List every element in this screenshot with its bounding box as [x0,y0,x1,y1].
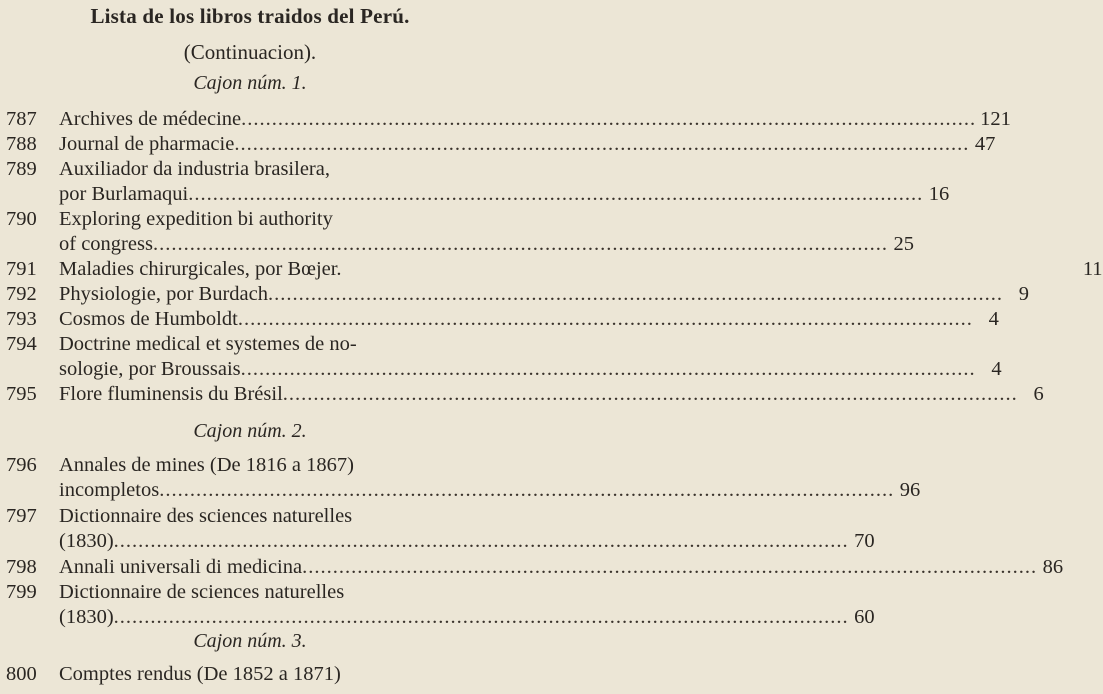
list-item [6,555,1064,580]
leader-dots [241,357,976,382]
entry-count: 4 [991,358,1002,380]
entry-title: Maladies chirurgicales, por Bœjer. [59,258,342,280]
entry-title: Dictionnaire des sciences naturelles [59,505,353,527]
leader-dots [188,182,923,207]
entry-title-continued: sologie, por Broussais [59,358,241,380]
entry-title-continued: incompletos [59,479,160,501]
entry-count: 9 [1018,283,1029,305]
leader-dots [234,132,969,157]
entry-title: Exploring expedition bi authority [59,208,333,230]
list-item [6,453,921,503]
entry-title: Physiologie, por Burdach [59,283,268,305]
entry-count: 25 [893,233,914,255]
entry-title: Dictionnaire de sciences naturelles [59,581,345,603]
entry-title-continued: of congress [59,233,153,255]
entry-title-continued: (1830) [59,530,114,552]
entry-count: 60 [854,606,875,628]
entry-title-continued: por Burlamaqui [59,183,189,205]
leader-dots [268,282,1003,307]
entry-count: 6 [1033,383,1044,405]
entry-title: Cosmos de Humboldt [59,308,238,330]
leader-dots [159,478,894,503]
entry-title: Comptes rendus (De 1852 a 1871) [59,663,341,685]
entry-number: 800 [6,663,37,685]
leader-dots [238,307,973,332]
section-heading-cajon-1: Cajon núm. 1. [193,72,307,94]
entry-title: Archives de médecine [59,108,242,130]
leader-dots [302,555,1037,580]
list-item [6,282,1029,307]
leader-dots [114,529,849,554]
section-heading-cajon-2: Cajon núm. 2. [193,420,307,442]
list-item [6,580,875,630]
entry-title: Doctrine medical et systemes de no- [59,333,357,355]
entry-title: Annales de mines (De 1816 a 1867) [59,454,354,476]
entry-number: 796 [6,454,37,476]
section-heading-cajon-3: Cajon núm. 3. [193,630,307,652]
entry-count: 47 [974,133,996,155]
entry-number: 791 [6,258,37,280]
list-item [6,257,1103,282]
entry-count: 4 [988,308,999,330]
leader-dots [241,107,976,132]
entry-number: 799 [6,581,37,603]
entry-title-continued: (1830) [59,606,114,628]
entry-number: 787 [6,108,37,130]
list-item [6,107,1011,132]
entry-count: 11 [1082,258,1103,280]
list-item [6,207,914,257]
entry-number: 797 [6,505,37,527]
entry-number: 788 [6,133,37,155]
entry-count: 16 [928,183,950,205]
list-item [6,504,875,554]
entry-number: 798 [6,556,37,578]
entry-number: 790 [6,208,37,230]
entry-count: 86 [1042,556,1064,578]
entry-title: Flore fluminensis du Brésil [59,383,283,405]
entry-number: 795 [6,383,37,405]
list-item [6,332,1002,382]
list-item [6,662,492,687]
entry-number: 792 [6,283,37,305]
page-subtitle: (Continuacion). [183,40,317,64]
list-item [6,132,996,157]
page-title: Lista de los libros traidos del Perú. [90,4,410,28]
leader-dots [114,605,849,630]
list-item [6,157,950,207]
entry-number: 793 [6,308,37,330]
list-item [6,307,999,332]
entry-count: 96 [899,479,921,501]
entry-title: Annali universali di medicina [59,556,303,578]
leader-dots [153,232,888,257]
entry-count: 70 [854,530,875,552]
entry-count: 121 [980,108,1011,130]
entry-title: Journal de pharmacie [59,133,235,155]
entry-number: 794 [6,333,37,355]
entry-title: Auxiliador da industria brasilera, [59,158,330,180]
leader-dots [283,382,1018,407]
list-item [6,382,1044,407]
entry-number: 789 [6,158,37,180]
